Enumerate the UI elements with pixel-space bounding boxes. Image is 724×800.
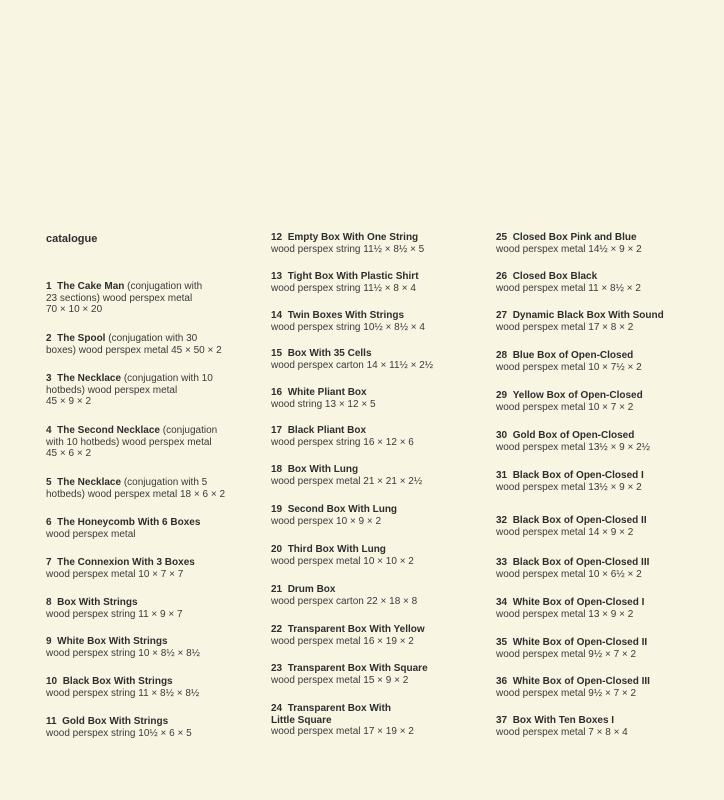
entry-number: 3 <box>46 373 52 384</box>
entry-title: Third Box With Lung <box>287 544 386 555</box>
catalogue-entry <box>496 597 711 620</box>
entry-description: (conjugation with 23 sections) wood perspex metal 70 × 10 × 20 <box>46 281 203 315</box>
entry-description: wood perspex 10 × 9 × 2 <box>271 515 382 527</box>
entry-number: 20 <box>271 544 283 555</box>
catalogue-entry <box>46 716 261 739</box>
entry-title: The Spool <box>57 333 106 344</box>
entry-title: The Necklace <box>57 373 122 384</box>
catalogue-entry <box>46 676 261 699</box>
catalogue-entry <box>271 232 486 255</box>
entry-number: 7 <box>46 557 52 568</box>
entry-title: White Box With Strings <box>57 636 168 647</box>
entry-title: Empty Box With One String <box>287 232 419 243</box>
entry-title: Twin Boxes With Strings <box>287 310 405 321</box>
entry-description: wood perspex string 11½ × 8½ × 5 <box>271 243 425 255</box>
entry-title: Black Box of Open-Closed III <box>512 557 650 568</box>
entry-number: 37 <box>496 715 508 726</box>
entry-description: wood perspex metal 9½ × 7 × 2 <box>496 648 637 660</box>
entry-description: wood perspex metal 11 × 8½ × 2 <box>496 282 641 294</box>
catalogue-heading: catalogue <box>46 233 98 245</box>
entry-number: 8 <box>46 597 52 608</box>
entry-description: wood perspex metal 10 × 7 × 2 <box>496 401 634 413</box>
catalogue-entry <box>271 271 486 294</box>
entry-description: wood perspex string 11 × 9 × 7 <box>46 608 183 620</box>
entry-number: 11 <box>46 716 57 727</box>
entry-title: The Honeycomb With 6 Boxes <box>57 517 201 528</box>
entry-description: wood perspex string 10 × 8½ × 8½ <box>46 647 200 659</box>
entry-number: 13 <box>271 271 283 282</box>
entry-title: Transparent Box With Little Square <box>271 703 391 726</box>
catalogue-entry <box>496 390 711 413</box>
entry-number: 25 <box>496 232 508 243</box>
entry-description: wood perspex metal 9½ × 7 × 2 <box>496 687 637 699</box>
entry-number: 33 <box>496 557 508 568</box>
entry-number: 35 <box>496 637 508 648</box>
entry-number: 34 <box>496 597 508 608</box>
entry-description: (conjugation with 10 hotbeds) wood perspex metal 45 × 6 × 2 <box>46 425 218 459</box>
entry-description: wood perspex string 10½ × 6 × 5 <box>46 727 192 739</box>
entry-number: 23 <box>271 663 283 674</box>
catalogue-entry <box>46 597 261 620</box>
entry-title: Black Box of Open-Closed II <box>512 515 647 526</box>
entry-number: 15 <box>271 348 283 359</box>
entry-title: Drum Box <box>287 584 336 595</box>
catalogue-entry <box>496 515 711 538</box>
entry-title: White Pliant Box <box>287 387 367 398</box>
catalogue-entry <box>496 470 711 493</box>
entry-title: Transparent Box With Yellow <box>287 624 425 635</box>
entry-description: wood perspex metal 15 × 9 × 2 <box>271 674 409 686</box>
entry-number: 18 <box>271 464 283 475</box>
entry-title: Black Box With Strings <box>62 676 173 687</box>
catalogue-entry <box>496 271 711 294</box>
entry-description: wood perspex carton 14 × 11½ × 2½ <box>271 359 434 371</box>
entry-title: Transparent Box With Square <box>287 663 428 674</box>
catalogue-entry <box>46 333 261 356</box>
entry-title: Black Pliant Box <box>287 425 367 436</box>
entry-description: wood perspex metal 10 × 7½ × 2 <box>496 361 642 373</box>
entry-title: Second Box With Lung <box>287 504 398 515</box>
entry-description: (conjugation with 5 hotbeds) wood perspex metal 18 × 6 × 2 <box>46 477 226 500</box>
catalogue-entry <box>496 637 711 660</box>
entry-title: Yellow Box of Open-Closed <box>512 390 643 401</box>
catalogue-entry <box>496 676 711 699</box>
catalogue-entry <box>271 584 486 607</box>
catalogue-entry <box>271 464 486 487</box>
entry-title: The Connexion With 3 Boxes <box>57 557 195 568</box>
entry-number: 22 <box>271 624 283 635</box>
catalogue-entry <box>271 387 486 410</box>
entry-number: 1 <box>46 281 52 292</box>
entry-number: 4 <box>46 425 52 436</box>
entry-description: wood perspex metal 14 × 9 × 2 <box>496 526 634 538</box>
entry-title: White Box of Open-Closed II <box>512 637 648 648</box>
catalogue-entry <box>271 703 486 738</box>
entry-number: 36 <box>496 676 508 687</box>
entry-description: wood perspex metal 13½ × 9 × 2 <box>496 481 642 493</box>
catalogue-entry <box>271 544 486 567</box>
catalogue-entry <box>46 425 261 460</box>
catalogue-entry <box>46 636 261 659</box>
entry-title: Dynamic Black Box With Sound <box>512 310 664 321</box>
entry-number: 26 <box>496 271 508 282</box>
entry-title: White Box of Open-Closed I <box>512 597 645 608</box>
catalogue-entry <box>271 504 486 527</box>
entry-number: 5 <box>46 477 52 488</box>
entry-number: 17 <box>271 425 283 436</box>
entry-description: wood perspex metal 17 × 19 × 2 <box>271 726 414 737</box>
entry-number: 32 <box>496 515 508 526</box>
entry-description: wood perspex metal 17 × 8 × 2 <box>496 321 634 333</box>
catalogue-entry <box>496 715 711 738</box>
catalogue-entry <box>496 430 711 453</box>
catalogue-entry <box>271 624 486 647</box>
catalogue-entry <box>496 310 711 333</box>
entry-description: wood perspex metal 10 × 6½ × 2 <box>496 568 642 580</box>
catalogue-entry <box>271 425 486 448</box>
entry-title: Box With Ten Boxes I <box>512 715 615 726</box>
entry-number: 30 <box>496 430 508 441</box>
catalogue-entry <box>46 281 261 316</box>
catalogue-entry <box>271 663 486 686</box>
entry-title: Gold Box With Strings <box>62 716 169 727</box>
catalogue-entry <box>46 373 261 408</box>
catalogue-entry <box>46 517 261 540</box>
entry-number: 16 <box>271 387 283 398</box>
catalogue-entry <box>496 232 711 255</box>
entry-description: wood perspex metal 21 × 21 × 2½ <box>271 475 423 487</box>
entry-title: Gold Box of Open-Closed <box>512 430 635 441</box>
entry-description: wood perspex metal 10 × 7 × 7 <box>46 568 184 580</box>
entry-description: wood perspex string 11½ × 8 × 4 <box>271 282 416 294</box>
entry-description: wood perspex metal 16 × 19 × 2 <box>271 635 414 647</box>
catalogue-entry <box>496 350 711 373</box>
entry-title: Box With 35 Cells <box>287 348 372 359</box>
entry-title: Box With Strings <box>57 597 138 608</box>
entry-number: 28 <box>496 350 508 361</box>
entry-description: wood perspex metal 10 × 10 × 2 <box>271 555 414 567</box>
entry-number: 14 <box>271 310 283 321</box>
entry-description: wood perspex metal 13½ × 9 × 2½ <box>496 441 650 453</box>
entry-number: 21 <box>271 584 283 595</box>
entry-number: 29 <box>496 390 508 401</box>
entry-description: wood perspex string 16 × 12 × 6 <box>271 436 414 448</box>
entry-title: White Box of Open-Closed III <box>512 676 650 687</box>
entry-description: wood perspex string 10½ × 8½ × 4 <box>271 321 425 333</box>
entry-number: 31 <box>496 470 508 481</box>
entry-title: The Necklace <box>57 477 122 488</box>
entry-number: 9 <box>46 636 52 647</box>
catalogue-entry <box>271 348 486 371</box>
entry-number: 6 <box>46 517 52 528</box>
entry-description: wood perspex carton 22 × 18 × 8 <box>271 595 418 607</box>
entry-description: wood string 13 × 12 × 5 <box>271 398 376 410</box>
entry-description: wood perspex metal 13 × 9 × 2 <box>496 608 634 620</box>
entry-number: 2 <box>46 333 52 344</box>
catalogue-entry <box>271 310 486 333</box>
catalogue-entry <box>46 557 261 580</box>
catalogue-entry <box>46 477 261 500</box>
entry-title: Black Box of Open-Closed I <box>512 470 644 481</box>
entry-number: 12 <box>271 232 283 243</box>
entry-description: (conjugation with 10 hotbeds) wood perspex metal 45 × 9 × 2 <box>46 373 213 407</box>
entry-title: Blue Box of Open-Closed <box>512 350 634 361</box>
entry-description: wood perspex string 11 × 8½ × 8½ <box>46 687 200 699</box>
catalogue-entry <box>496 557 711 580</box>
entry-description: (conjugation with 30 boxes) wood perspex metal 45 × 50 × 2 <box>46 333 222 356</box>
entry-title: Tight Box With Plastic Shirt <box>287 271 419 282</box>
entry-description: wood perspex metal 14½ × 9 × 2 <box>496 243 642 255</box>
entry-title: Closed Box Pink and Blue <box>512 232 637 243</box>
entry-title: The Cake Man <box>57 281 125 292</box>
entry-number: 19 <box>271 504 283 515</box>
entry-number: 24 <box>271 703 283 714</box>
entry-title: Box With Lung <box>287 464 359 475</box>
entry-title: The Second Necklace <box>57 425 160 436</box>
entry-number: 10 <box>46 676 58 687</box>
entry-description: wood perspex metal <box>46 528 136 540</box>
entry-number: 27 <box>496 310 508 321</box>
entry-title: Closed Box Black <box>512 271 598 282</box>
entry-description: wood perspex metal 7 × 8 × 4 <box>496 726 628 738</box>
